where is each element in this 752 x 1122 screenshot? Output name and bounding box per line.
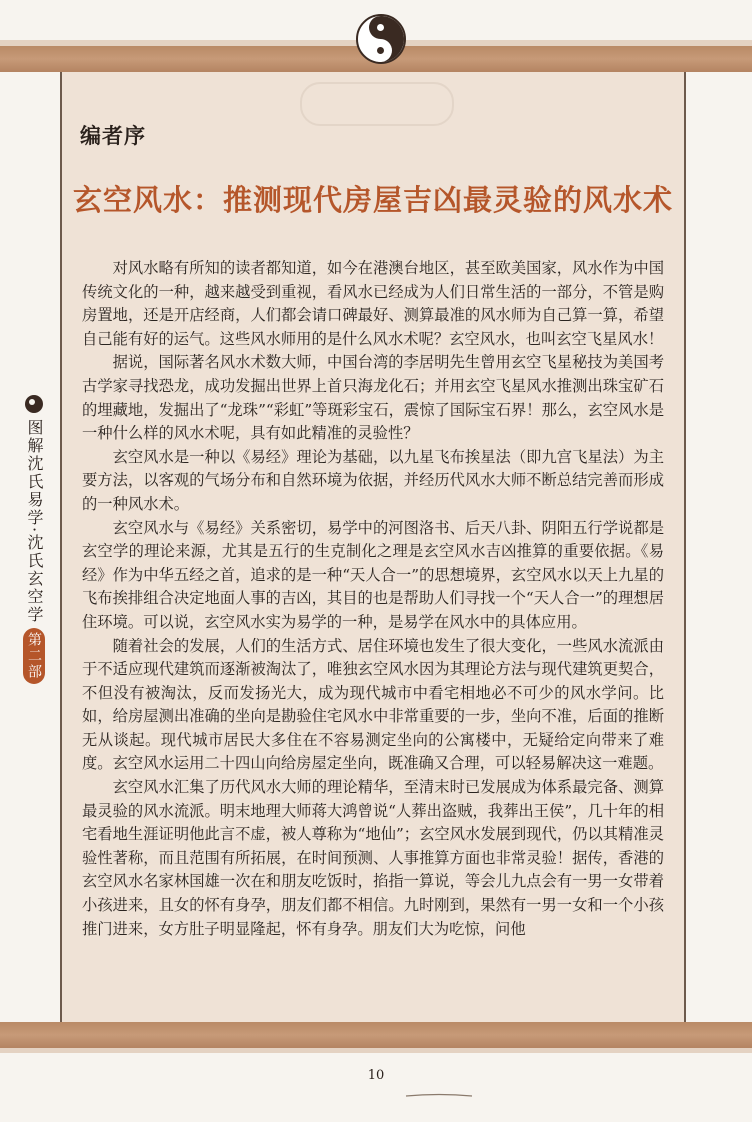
section-label: 编者序 [80, 123, 146, 148]
yin-yang-small-icon [25, 395, 43, 413]
body-text [82, 257, 664, 941]
side-rail [20, 395, 48, 684]
page-number-text: 10 [367, 1068, 385, 1083]
paragraph: 玄空风水与《易经》关系密切，易学中的河图洛书、后天八卦、阴阳五行学说都是玄空学的理论来源，尤其是五行的生克制化之理是玄空风水吉凶推算的重要依据。《易经》作为中华五经之首，追求的是一种“天人合一”的思想境界，玄空风水以天上九星的飞布挨排组合决定地面人事的吉凶，其目的也是帮助人们寻找一个“天人合一”的理想居住环境。可以说，玄空风水实为易学的一种，是易学在风水中的具体应用。 [82, 518, 664, 631]
book-title-vertical: 图解沈氏易学·沈氏玄空学 [25, 419, 44, 625]
paragraph: 据说，国际著名风水术数大师，中国台湾的李居明先生曾用玄空飞星秘技为美国考古学家寻找恐龙，成功发掘出世界上首只海龙化石；并用玄空飞星风水推测出珠宝矿石的埋藏地，发掘出了“龙珠”“彩虹”等斑彩宝石，震惊了国际宝石界！那么，玄空风水是一种什么样的风水术呢，具有如此精准的灵验性？ [82, 353, 664, 443]
flourish-ornament [404, 1093, 474, 1099]
watermark-seal [300, 82, 454, 126]
paragraph: 对风水略有所知的读者都知道，如今在港澳台地区，甚至欧美国家，风水作为中国传统文化的一种，越来越受到重视，看风水已经成为人们日常生活的一部分，不管是购房置地，还是开店经商，人们都会请口碑最好、测算最准的风水师为自己算一算，希望自己能有好的运气。这些风水师用的是什么风水术呢？玄空风水，也叫玄空飞星风水！ [82, 259, 664, 348]
page-title: 玄空风水：推测现代房屋吉凶最灵验的风水术 [72, 183, 673, 217]
part-badge: 第二部 [23, 628, 45, 684]
footer-band [0, 1022, 752, 1048]
yin-yang-icon [356, 14, 406, 64]
paragraph: 随着社会的发展，人们的生活方式、居住环境也发生了很大变化，一些风水流派由于不适应现代建筑而逐渐被淘汰了，唯独玄空风水因为其理论方法与现代建筑更契合，不但没有被淘汰，反而发扬光大，成为现代城市中看宅相地必不可少的风水学问。比如，给房屋测出准确的坐向是勘验住宅风水中非常重要的一步，坐向不准，后面的推断无从谈起。现代城市居民大多住在不容易测定坐向的公寓楼中，无疑给定向带来了难度。玄空风水运用二十四山向给房屋定坐向，既准确又合理，可以轻易解决这一难题。 [82, 636, 664, 773]
paragraph: 玄空风水是一种以《易经》理论为基础，以九星飞布挨星法（即九宫飞星法）为主要方法，以客观的气场分布和自然环境为依据，并经历代风水大师不断总结完善而形成的一种风水术。 [82, 447, 664, 513]
page-number [350, 1068, 402, 1083]
paragraph: 玄空风水汇集了历代风水大师的理论精华，至清末时已发展成为体系最完备、测算最灵验的风水流派。明末地理大师蒋大鸿曾说“人葬出盗贼，我葬出王侯”，几十年的相宅看地生涯证明他此言不虚，被人尊称为“地仙”；玄空风水发展到现代，仍以其精准灵验性著称，而且范围有所拓展，在时间预测、人事推算方面也非常灵验！据传，香港的玄空风水名家林国雄一次在和朋友吃饭时，掐指一算说，等会儿九点会有一男一女带着小孩进来，且女的怀有身孕，朋友们都不相信。九时刚到，果然有一男一女和一个小孩推门进来，女方肚子明显隆起，怀有身孕。朋友们大为吃惊，问他 [82, 778, 664, 938]
footer-cap [0, 1048, 752, 1053]
